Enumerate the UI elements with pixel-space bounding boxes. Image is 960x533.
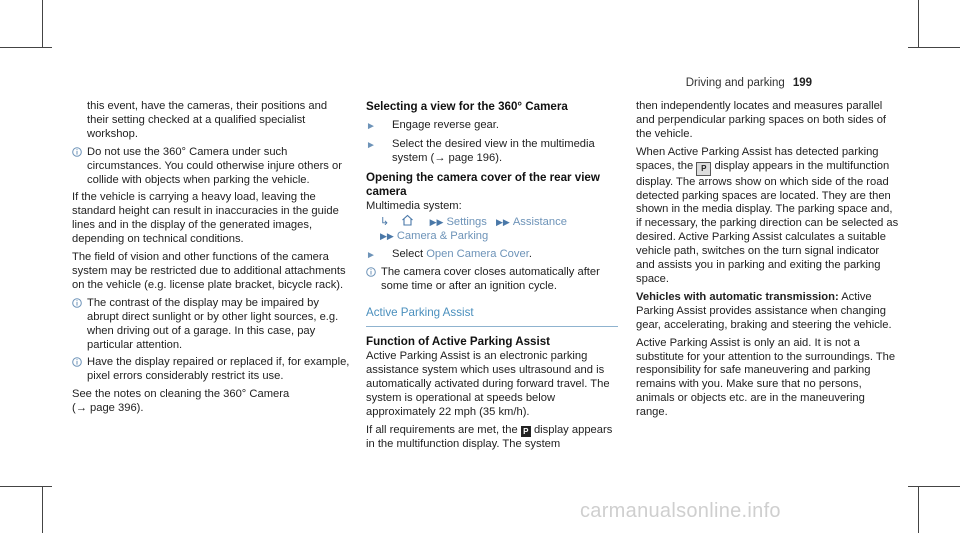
paragraph-text: If all requirements are met, the [366, 423, 518, 436]
paragraph-text: Active Parking Assist provides assistance when changing gear, accelerating, braking and steering the vehicle. [636, 290, 892, 331]
parking-space-arrows-icon: P [696, 162, 711, 176]
paragraph: The field of vision and other functions of the camera system may be restricted due to additional attachments on the vehicle (e.g. license plate bracket, bicycle rack). [72, 251, 346, 291]
info-icon [72, 147, 82, 157]
paragraph: Active Parking Assist is an electronic parking assistance system which uses ultrasound and is automatically activated during forward travel. The system is operational at speeds below approximately 22 mph (35 km/h). [366, 350, 610, 418]
menu-path [366, 214, 618, 244]
page-header [686, 77, 812, 89]
paragraph-text: See the notes on cleaning the 360° Camera [72, 388, 290, 401]
paragraph-text: display appears in the multifunction display. The arrows show on which side of the road detected parking spaces are located. They are then shown in the media display. The parking space and, if necessary, the parking direction can be selected as desired. Active Parking Assist calculates a suitable vehicle path, switches on the turn signal indicator and assists you in parking and exiting the parking space. [636, 159, 899, 285]
note-text: The camera cover closes automatically after some time or after an ignition cycle. [381, 266, 600, 293]
paragraph [72, 388, 350, 416]
crop-mark [42, 486, 43, 533]
crop-mark [0, 47, 52, 48]
subheading: Function of Active Parking Assist [366, 335, 551, 349]
note-text: Do not use the 360° Camera under such circumstances. You could otherwise injure others or collide with objects when parking the vehicle. [87, 145, 342, 186]
paragraph: If the vehicle is carrying a heavy load, leaving the standard height can result in inaccuracies in the guide lines and in the display of the generated images, depending on technical conditions. [72, 191, 339, 246]
section-heading: Active Parking Assist [366, 306, 474, 320]
paragraph [636, 146, 899, 287]
paragraph: Multimedia system: [366, 199, 462, 212]
bold-label: Vehicles with automatic transmission: [636, 290, 839, 303]
section-divider [366, 326, 618, 327]
note-item [72, 146, 350, 188]
parking-symbol-icon: P [521, 426, 531, 437]
step-text: Select [392, 248, 424, 261]
column-1 [72, 100, 350, 420]
column-3 [636, 100, 899, 424]
note-item [72, 356, 350, 384]
paragraph: Active Parking Assist is only an aid. It is not a substitute for your attention to the surroundings. The responsibility for safe maneuvering and parking remains with you. Make sure that no persons, animals or objects etc. are in the maneuvering range. [636, 336, 896, 419]
note-item [72, 297, 350, 353]
intro-paragraph: this event, have the cameras, their positions and their setting checked at a qualified specialist workshop. [87, 100, 328, 140]
page-number: 199 [792, 77, 812, 89]
paragraph-text: When Active Parking Assist has detected parking spaces, the [636, 145, 879, 172]
column-2 [366, 100, 618, 455]
path-start-icon: ↳ [380, 215, 390, 228]
watermark: carmanualsonline.info [580, 500, 781, 522]
chevron-right-icon: ▶▶ [429, 216, 444, 227]
paragraph-text: display appears in the multifunction display. The system [366, 423, 613, 450]
crop-mark [918, 486, 919, 533]
info-icon [72, 357, 82, 367]
step-item: ► Select Open Camera Cover. [366, 248, 532, 262]
menu-item-assistance[interactable]: Assistance [512, 215, 567, 228]
step-text: Engage reverse gear. [392, 119, 499, 131]
note-text: Have the display repaired or replaced if, for example, pixel errors considerably restrict its use. [87, 356, 350, 383]
menu-item-camera-parking[interactable]: Camera & Parking [396, 229, 489, 242]
menu-item-open-camera-cover[interactable]: Open Camera Cover [426, 248, 529, 261]
step-item [366, 119, 618, 133]
paragraph [636, 291, 899, 333]
crop-mark [42, 0, 43, 48]
chevron-right-icon: ▶▶ [380, 230, 394, 241]
home-icon[interactable] [401, 214, 414, 226]
paragraph: then independently locates and measures parallel and perpendicular parking spaces on both sides of the vehicle. [636, 100, 887, 140]
step-item [366, 138, 618, 166]
note-item [366, 266, 618, 294]
crop-mark [908, 486, 960, 487]
step-text: Select the desired view in the multimedia [392, 137, 595, 150]
step-arrow-icon: ► [366, 121, 376, 132]
info-icon [366, 267, 376, 277]
note-text: The contrast of the display may be impaired by abrupt direct sunlight or by other light sources, e.g. when driving out of a garage. In this case, pay particular attention. [87, 296, 339, 351]
step-text: system (→ page 196). [392, 151, 503, 164]
crop-mark [0, 486, 52, 487]
section-title: Driving and parking [685, 77, 785, 89]
subheading: Selecting a view for the 360° Camera [366, 100, 568, 113]
step-arrow-icon: ► [366, 139, 376, 151]
info-icon [72, 298, 82, 308]
menu-item-settings[interactable]: Settings [446, 215, 487, 228]
page-reference[interactable]: (→ page 396). [72, 402, 144, 415]
crop-mark [908, 47, 960, 48]
paragraph [366, 424, 618, 452]
step-arrow-icon: ► [366, 250, 376, 262]
crop-mark [918, 0, 919, 48]
subheading: Opening the camera cover of the rear view camera [366, 170, 600, 198]
chevron-right-icon: ▶▶ [495, 216, 510, 227]
